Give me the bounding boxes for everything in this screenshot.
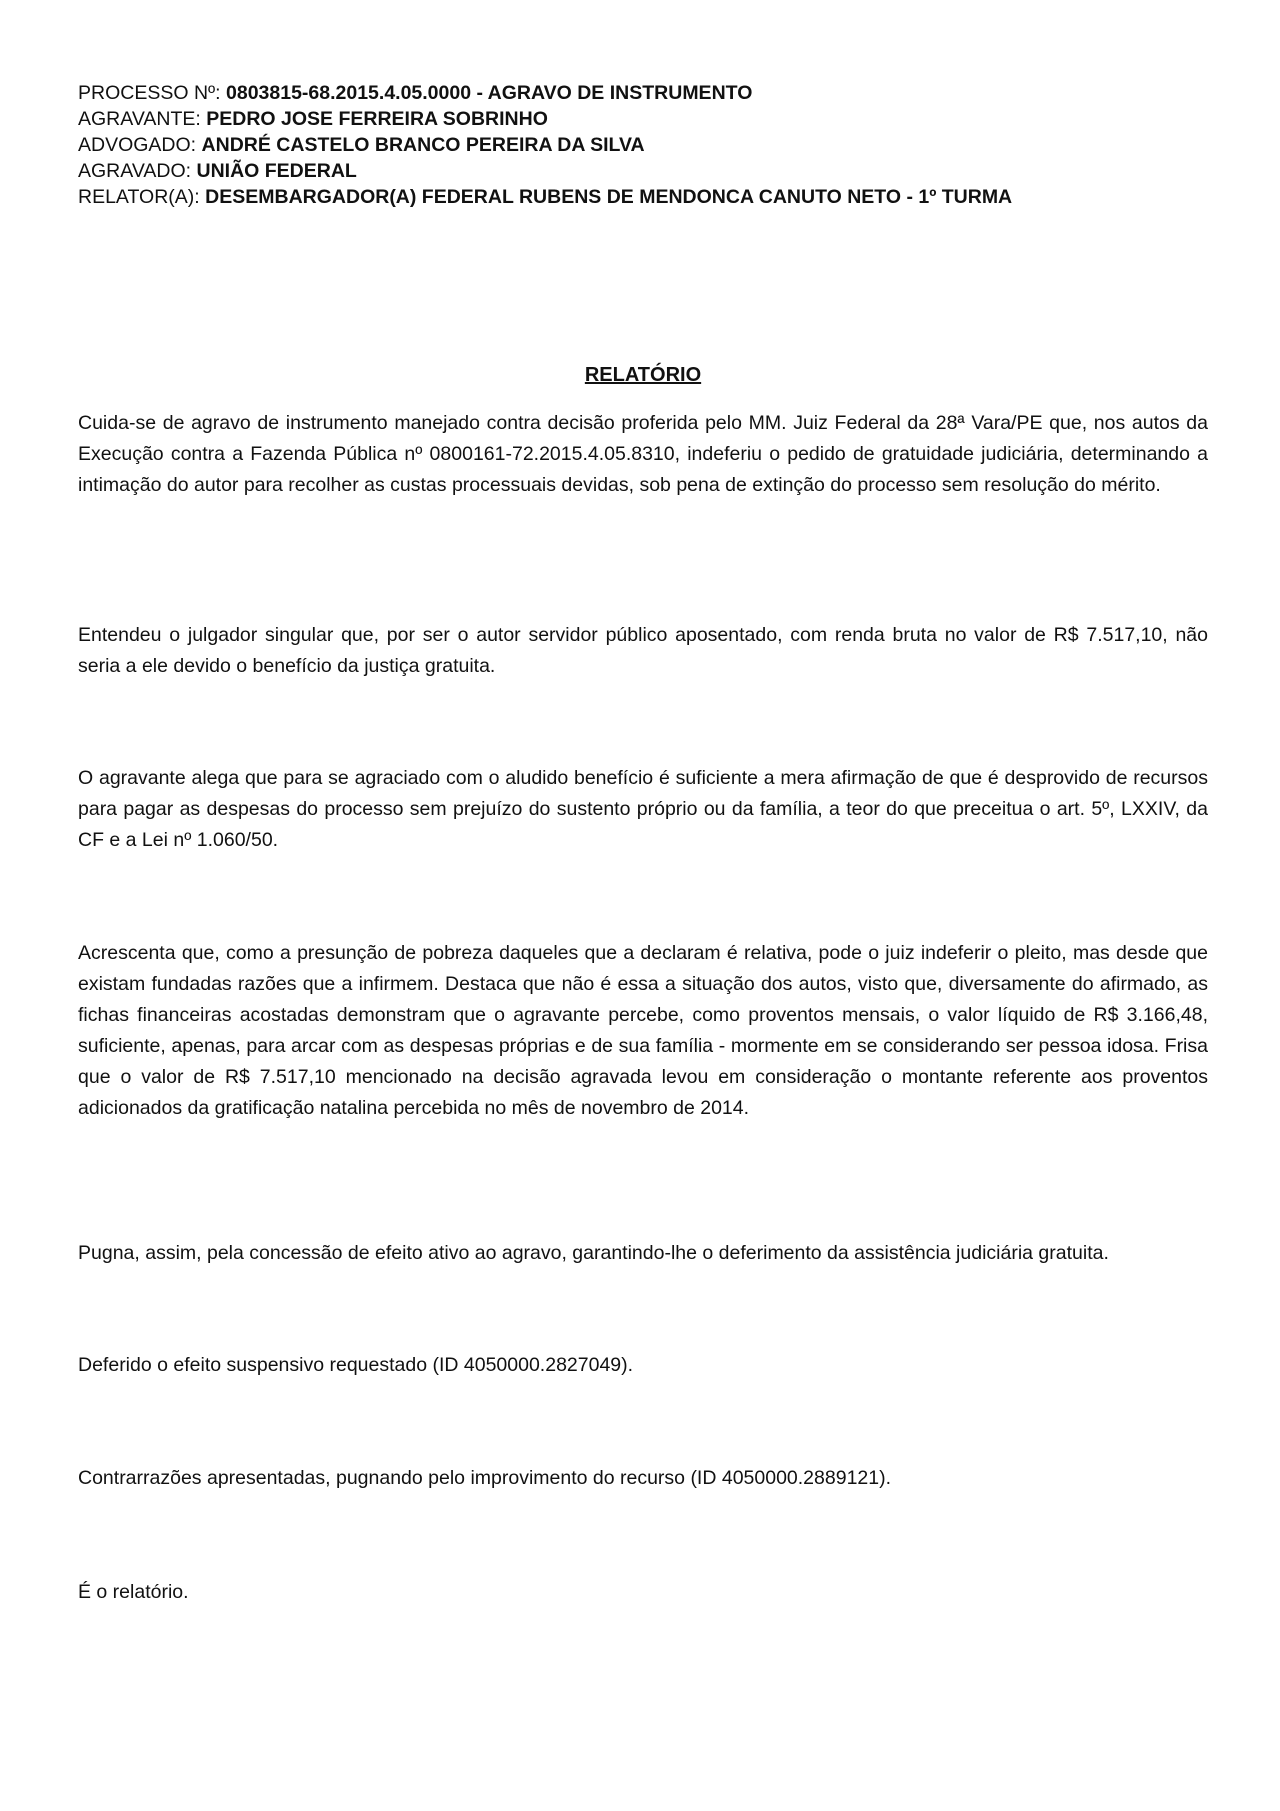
paragraph-conclusao: É o relatório. — [78, 1581, 189, 1603]
relator-label: RELATOR(A): — [78, 186, 200, 208]
paragraph-intro: Cuida-se de agravo de instrumento manejado contra decisão proferida pelo MM. Juiz Federal da 28ª Vara/PE que, nos autos da Execução contra a Fazenda Pública nº 0800161-72.2015.4.05.8310, indeferiu o pedido de gratuidade judiciária, determinando a intimação do autor para recolher as custas processuais devidas, sob pena de extinção do processo sem resolução do mérito. — [78, 412, 1208, 496]
paragraph-julgador: Entendeu o julgador singular que, por ser o autor servidor público aposentado, com renda bruta no valor de R$ 7.517,10, não seria a ele devido o benefício da justiça gratuita. — [78, 624, 1208, 677]
paragraph-contrarrazoes: Contrarrazões apresentadas, pugnando pelo improvimento do recurso (ID 4050000.2889121). — [78, 1467, 892, 1489]
paragraph-deferido: Deferido o efeito suspensivo requestado (ID 4050000.2827049). — [78, 1354, 634, 1376]
advogado-label: ADVOGADO: — [78, 134, 197, 156]
document-page — [78, 80, 1208, 1603]
paragraph-pugna: Pugna, assim, pela concessão de efeito ativo ao agravo, garantindo-lhe o deferimento da assistência judiciária gratuita. — [78, 1242, 1109, 1264]
document-title: RELATÓRIO — [584, 364, 702, 386]
agravante-value: PEDRO JOSE FERREIRA SOBRINHO — [206, 108, 548, 130]
advogado-value: ANDRÉ CASTELO BRANCO PEREIRA DA SILVA — [201, 134, 645, 156]
agravante-label: AGRAVANTE: — [78, 108, 201, 130]
agravante-line — [78, 106, 1208, 132]
processo-value: 0803815-68.2015.4.05.0000 - AGRAVO DE INSTRUMENTO — [226, 82, 753, 104]
paragraph-alegacao: O agravante alega que para se agraciado com o aludido benefício é suficiente a mera afirmação de que é desprovido de recursos para pagar as despesas do processo sem prejuízo do sustento próprio ou da família, a teor do que preceitua o art. 5º, LXXIV, da CF e a Lei nº 1.060/50. — [78, 767, 1208, 851]
agravado-value: UNIÃO FEDERAL — [196, 160, 357, 182]
paragraph-acrescenta: Acrescenta que, como a presunção de pobreza daqueles que a declaram é relativa, pode o juiz indeferir o pleito, mas desde que existam fundadas razões que a infirmem. Destaca que não é essa a situação dos autos, visto que, diversamente do afirmado, as fichas financeiras acostadas demonstram que o agravante percebe, como proventos mensais, o valor líquido de R$ 3.166,48, suficiente, apenas, para arcar com as despesas próprias e de sua família - mormente em se considerando ser pessoa idosa. Frisa que o valor de R$ 7.517,10 mencionado na decisão agravada levou em consideração o montante referente aos proventos adicionados da gratificação natalina percebida no mês de novembro de 2014. — [78, 942, 1208, 1119]
relator-value: DESEMBARGADOR(A) FEDERAL RUBENS DE MENDONCA CANUTO NETO - 1º TURMA — [205, 186, 1013, 208]
advogado-line — [78, 132, 1208, 158]
processo-line — [78, 80, 1208, 106]
relator-line — [78, 184, 1208, 210]
agravado-line — [78, 158, 1208, 184]
agravado-label: AGRAVADO: — [78, 160, 192, 182]
processo-label: PROCESSO Nº: — [78, 82, 221, 104]
